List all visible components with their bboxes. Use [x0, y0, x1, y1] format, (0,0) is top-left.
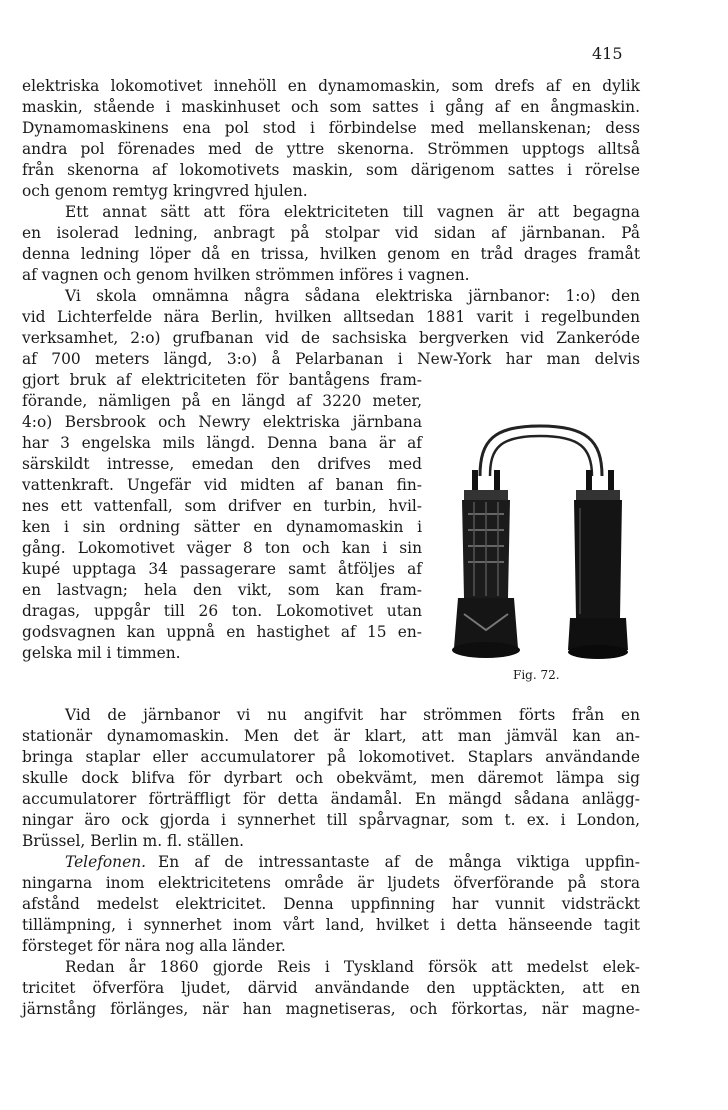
text-line: af vagnen och genom hvilken strömmen införes i vagnen.: [22, 266, 470, 284]
text-line: skulle dock blifva för dyrbart och obekvämt, men däremot lämpa sig: [22, 769, 640, 787]
text-line: af 700 meters längd, 3:o) å Pelarbanan i New-York har man delvis: [22, 350, 640, 368]
text-line: accumulatorer förträffligt för detta ändamål. En mängd sådana anlägg-: [22, 790, 640, 808]
text-line: afstånd medelst elektricitet. Denna uppfinning har vunnit vidsträckt: [22, 895, 640, 913]
text-line: har 3 engelska mils längd. Denna bana är af: [22, 434, 422, 452]
text-line: från skenorna af lokomotivets maskin, som därigenom sattes i rörelse: [22, 161, 640, 179]
text-line: och genom remtyg kringvred hjulen.: [22, 182, 308, 200]
text-line: ken i sin ordning sätter en dynamomaskin i: [22, 518, 422, 536]
text-line: Redan år 1860 gjorde Reis i Tyskland försök att medelst elek-: [65, 958, 640, 976]
text-line: vid Lichterfelde nära Berlin, hvilken alltsedan 1881 varit i regelbunden: [22, 308, 640, 326]
text-line: Ett annat sätt att föra elektriciteten till vagnen är att begagna: [65, 203, 640, 221]
text-line: bringa staplar eller accumulatorer på lokomotivet. Staplars användande: [22, 748, 640, 766]
text-line: andra pol förenades med de yttre skenorna. Strömmen upptogs alltså: [22, 140, 640, 158]
text-line: vattenkraft. Ungefär vid midten af banan fin-: [22, 476, 422, 494]
text-line: en isolerad ledning, anbragt på stolpar vid sidan af järnbanan. På: [22, 224, 640, 242]
text-line: Vi skola omnämna några sådana elektriska järnbanor: 1:o) den: [65, 287, 640, 305]
page-number: 415: [592, 44, 623, 63]
text-line: Brüssel, Berlin m. fl. ställen.: [22, 832, 245, 850]
telefonen-line: [65, 852, 640, 873]
text-line: tillämpning, i synnerhet inom vårt land, hvilket i detta hänseende tagit: [22, 916, 640, 934]
text-line: ningarna inom elektricitetens område är ljudets öfverförande på stora: [22, 874, 640, 892]
text-line: gång. Lokomotivet väger 8 ton och kan i sin: [22, 539, 422, 557]
text-line: en lastvagn; hela den vikt, som kan fram-: [22, 581, 422, 599]
text-line: Dynamomaskinens ena pol stod i förbindelse med mellanskenan; dess: [22, 119, 640, 137]
text-line: gelska mil i timmen.: [22, 644, 181, 662]
text-line: godsvagnen kan uppnå en hastighet af 15 en-: [22, 623, 422, 641]
text-line: Vid de järnbanor vi nu angifvit har strömmen förts från en: [65, 706, 640, 724]
text-line: järnstång förlänges, när han magnetiseras, och förkortas, när magne-: [22, 1000, 640, 1018]
text-line: tricitet öfverföra ljudet, därvid användande den upptäckten, att en: [22, 979, 640, 997]
text-line: denna ledning löper då en trissa, hvilken genom en tråd drages framåt: [22, 245, 640, 263]
text-line: förande, nämligen på en längd af 3220 meter,: [22, 392, 422, 410]
text-line: elektriska lokomotivet innehöll en dynamomaskin, som drefs af en dylik: [22, 77, 640, 95]
text-line: En af de intressantaste af de många viktiga uppfin-: [158, 853, 640, 871]
section-heading-telefonen: Telefonen.: [65, 853, 146, 871]
text-line: försteget för nära nog alla länder.: [22, 937, 286, 955]
text-line: stationär dynamomaskin. Men det är klart, att man jämväl kan an-: [22, 727, 640, 745]
text-line: gjort bruk af elektriciteten för bantågens fram-: [22, 371, 422, 389]
text-line: särskildt intresse, emedan den drifves med: [22, 455, 422, 473]
text-line: verksamhet, 2:o) grufbanan vid de sachsiska bergverken vid Zankeróde: [22, 329, 640, 347]
text-line: kupé upptaga 34 passagerare samt åtföljes af: [22, 560, 422, 578]
text-line: maskin, stående i maskinhuset och som sattes i gång af en ångmaskin.: [22, 98, 640, 116]
text-line: ningar äro ock gjorda i synnerhet till spårvagnar, som t. ex. i London,: [22, 811, 640, 829]
telephone-receivers-figure: [450, 418, 630, 678]
text-line: dragas, uppgår till 26 ton. Lokomotivet utan: [22, 602, 422, 620]
telephone-receivers-illustration: [450, 418, 630, 678]
figure-caption: Fig. 72.: [513, 668, 560, 682]
text-line: 4:o) Bersbrook och Newry elektriska järnbana: [22, 413, 422, 431]
text-line: nes ett vattenfall, som drifver en turbin, hvil-: [22, 497, 422, 515]
